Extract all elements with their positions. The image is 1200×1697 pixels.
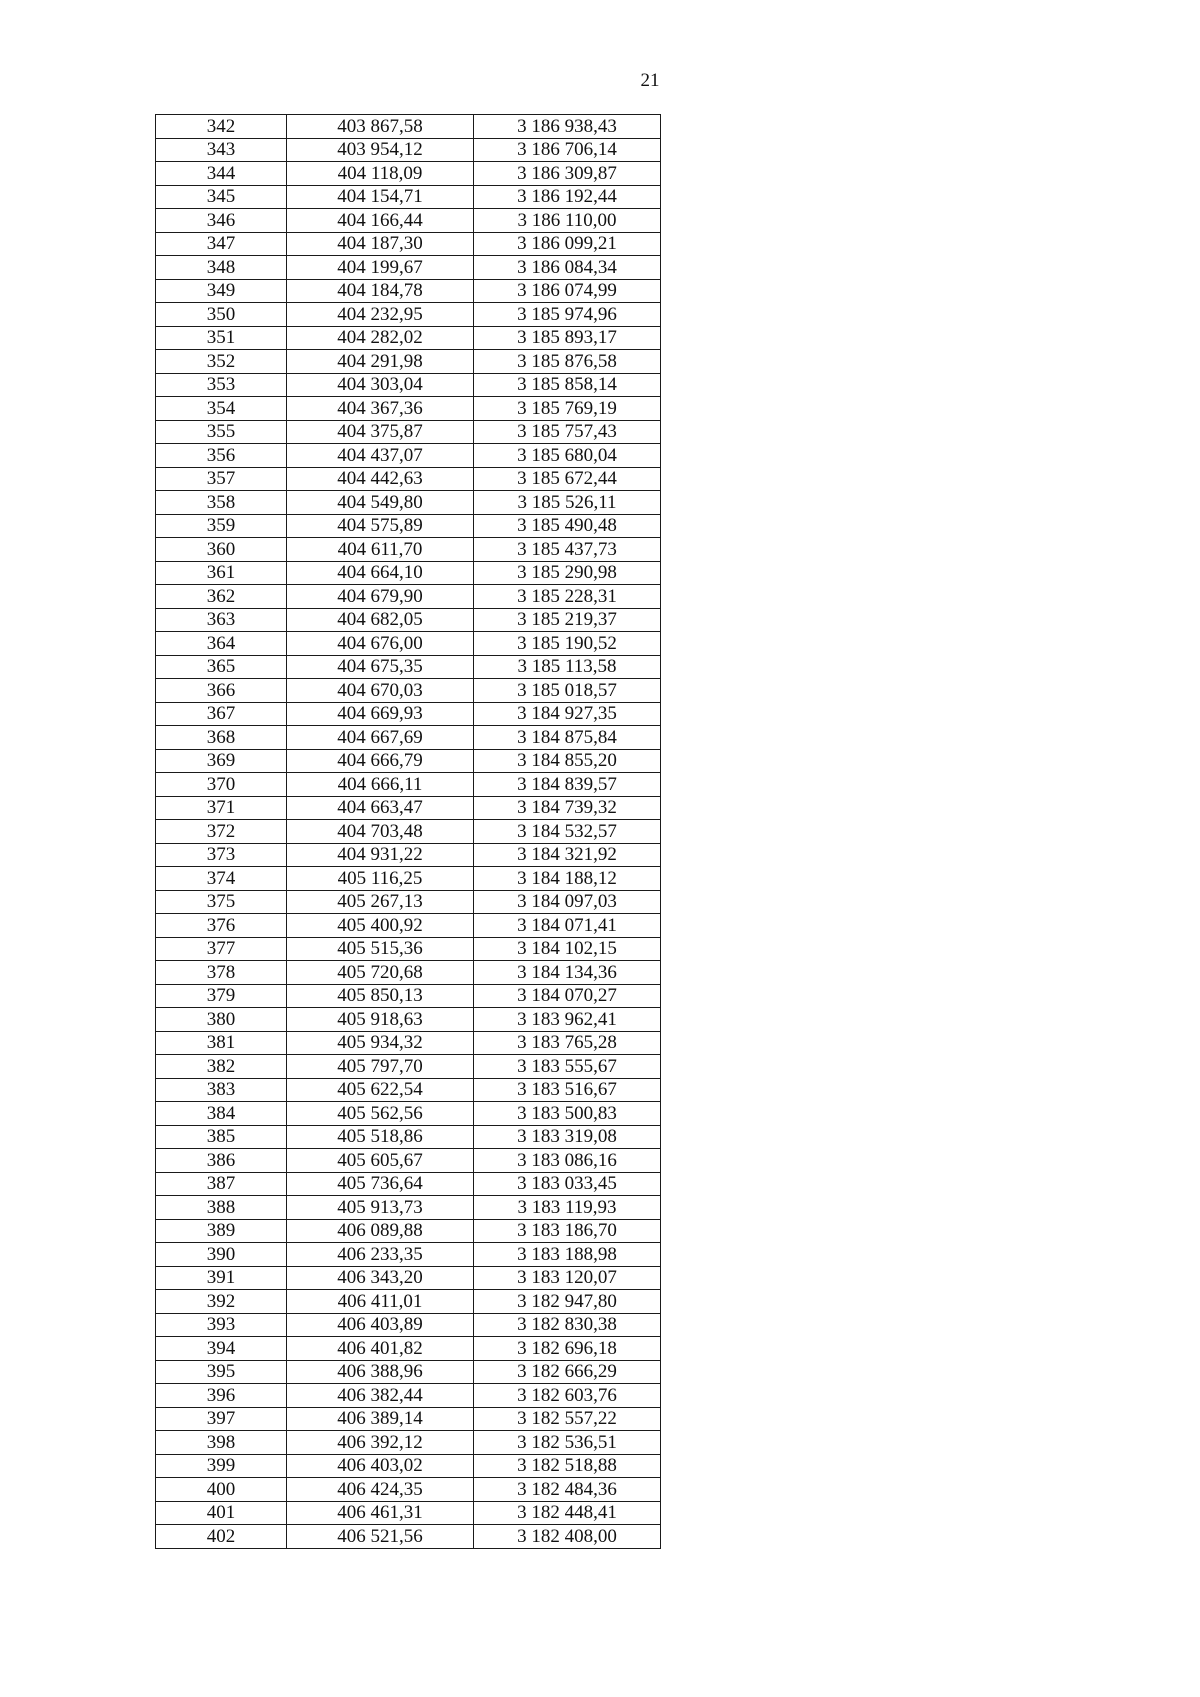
x-coordinate-cell: 404 437,07 [287,444,474,468]
table-row [156,1102,661,1126]
point-number-cell: 399 [156,1454,287,1478]
point-number-cell: 377 [156,937,287,961]
x-coordinate-cell: 406 521,56 [287,1525,474,1549]
y-coordinate-cell: 3 183 516,67 [474,1078,661,1102]
table-row [156,1266,661,1290]
table-row [156,138,661,162]
y-coordinate-cell: 3 184 321,92 [474,843,661,867]
y-coordinate-cell: 3 182 518,88 [474,1454,661,1478]
point-number-cell: 370 [156,773,287,797]
table-row [156,444,661,468]
x-coordinate-cell: 406 411,01 [287,1290,474,1314]
x-coordinate-cell: 405 850,13 [287,984,474,1008]
table-row [156,914,661,938]
point-number-cell: 397 [156,1407,287,1431]
table-row [156,1360,661,1384]
x-coordinate-cell: 404 666,11 [287,773,474,797]
y-coordinate-cell: 3 185 769,19 [474,397,661,421]
point-number-cell: 346 [156,209,287,233]
y-coordinate-cell: 3 184 070,27 [474,984,661,1008]
point-number-cell: 359 [156,514,287,538]
table-row [156,937,661,961]
table-row [156,1196,661,1220]
y-coordinate-cell: 3 185 876,58 [474,350,661,374]
point-number-cell: 385 [156,1125,287,1149]
y-coordinate-cell: 3 182 484,36 [474,1478,661,1502]
point-number-cell: 364 [156,632,287,656]
table-row [156,1078,661,1102]
point-number-cell: 352 [156,350,287,374]
table-row [156,1008,661,1032]
table-row [156,608,661,632]
table-row [156,1384,661,1408]
point-number-cell: 358 [156,491,287,515]
point-number-cell: 382 [156,1055,287,1079]
point-number-cell: 383 [156,1078,287,1102]
point-number-cell: 345 [156,185,287,209]
table-row [156,890,661,914]
table-row [156,1031,661,1055]
point-number-cell: 366 [156,679,287,703]
table-row [156,185,661,209]
y-coordinate-cell: 3 182 666,29 [474,1360,661,1384]
x-coordinate-cell: 405 913,73 [287,1196,474,1220]
point-number-cell: 392 [156,1290,287,1314]
x-coordinate-cell: 404 703,48 [287,820,474,844]
table-row [156,984,661,1008]
table-row [156,1172,661,1196]
table-row [156,326,661,350]
x-coordinate-cell: 405 515,36 [287,937,474,961]
x-coordinate-cell: 406 461,31 [287,1501,474,1525]
x-coordinate-cell: 405 562,56 [287,1102,474,1126]
y-coordinate-cell: 3 185 290,98 [474,561,661,585]
point-number-cell: 386 [156,1149,287,1173]
table-row [156,373,661,397]
point-number-cell: 368 [156,726,287,750]
table-row [156,514,661,538]
point-number-cell: 357 [156,467,287,491]
point-number-cell: 354 [156,397,287,421]
table-row [156,655,661,679]
table-row [156,1501,661,1525]
x-coordinate-cell: 404 931,22 [287,843,474,867]
x-coordinate-cell: 404 611,70 [287,538,474,562]
y-coordinate-cell: 3 186 074,99 [474,279,661,303]
table-row [156,1454,661,1478]
y-coordinate-cell: 3 185 018,57 [474,679,661,703]
y-coordinate-cell: 3 185 490,48 [474,514,661,538]
x-coordinate-cell: 406 401,82 [287,1337,474,1361]
y-coordinate-cell: 3 184 532,57 [474,820,661,844]
x-coordinate-cell: 406 403,89 [287,1313,474,1337]
table-row [156,1243,661,1267]
y-coordinate-cell: 3 183 962,41 [474,1008,661,1032]
point-number-cell: 401 [156,1501,287,1525]
x-coordinate-cell: 405 918,63 [287,1008,474,1032]
point-number-cell: 363 [156,608,287,632]
y-coordinate-cell: 3 184 855,20 [474,749,661,773]
point-number-cell: 394 [156,1337,287,1361]
x-coordinate-cell: 406 089,88 [287,1219,474,1243]
y-coordinate-cell: 3 185 437,73 [474,538,661,562]
x-coordinate-cell: 404 682,05 [287,608,474,632]
point-number-cell: 380 [156,1008,287,1032]
x-coordinate-cell: 404 184,78 [287,279,474,303]
y-coordinate-cell: 3 186 099,21 [474,232,661,256]
x-coordinate-cell: 404 118,09 [287,162,474,186]
point-number-cell: 372 [156,820,287,844]
point-number-cell: 393 [156,1313,287,1337]
y-coordinate-cell: 3 184 188,12 [474,867,661,891]
y-coordinate-cell: 3 182 536,51 [474,1431,661,1455]
y-coordinate-cell: 3 183 319,08 [474,1125,661,1149]
y-coordinate-cell: 3 184 739,32 [474,796,661,820]
x-coordinate-cell: 404 166,44 [287,209,474,233]
point-number-cell: 376 [156,914,287,938]
point-number-cell: 396 [156,1384,287,1408]
table-row [156,1431,661,1455]
table-row [156,1125,661,1149]
table-row [156,820,661,844]
y-coordinate-cell: 3 183 086,16 [474,1149,661,1173]
y-coordinate-cell: 3 185 190,52 [474,632,661,656]
y-coordinate-cell: 3 185 893,17 [474,326,661,350]
y-coordinate-cell: 3 185 680,04 [474,444,661,468]
x-coordinate-cell: 404 669,93 [287,702,474,726]
y-coordinate-cell: 3 185 219,37 [474,608,661,632]
table-row [156,350,661,374]
table-row [156,1149,661,1173]
y-coordinate-cell: 3 186 706,14 [474,138,661,162]
x-coordinate-cell: 406 388,96 [287,1360,474,1384]
x-coordinate-cell: 406 389,14 [287,1407,474,1431]
y-coordinate-cell: 3 186 938,43 [474,115,661,139]
table-row [156,867,661,891]
table-row [156,843,661,867]
coordinates-table [155,114,661,1549]
table-row [156,467,661,491]
point-number-cell: 342 [156,115,287,139]
table-row [156,538,661,562]
x-coordinate-cell: 404 549,80 [287,491,474,515]
x-coordinate-cell: 404 187,30 [287,232,474,256]
x-coordinate-cell: 405 116,25 [287,867,474,891]
table-row [156,115,661,139]
y-coordinate-cell: 3 184 875,84 [474,726,661,750]
y-coordinate-cell: 3 183 765,28 [474,1031,661,1055]
point-number-cell: 361 [156,561,287,585]
y-coordinate-cell: 3 182 947,80 [474,1290,661,1314]
table-row [156,585,661,609]
y-coordinate-cell: 3 186 110,00 [474,209,661,233]
y-coordinate-cell: 3 184 839,57 [474,773,661,797]
table-row [156,1525,661,1549]
table-row [156,209,661,233]
point-number-cell: 347 [156,232,287,256]
y-coordinate-cell: 3 183 188,98 [474,1243,661,1267]
y-coordinate-cell: 3 185 858,14 [474,373,661,397]
point-number-cell: 367 [156,702,287,726]
table-row [156,162,661,186]
y-coordinate-cell: 3 183 555,67 [474,1055,661,1079]
y-coordinate-cell: 3 183 033,45 [474,1172,661,1196]
x-coordinate-cell: 406 403,02 [287,1454,474,1478]
table-row [156,1407,661,1431]
y-coordinate-cell: 3 184 102,15 [474,937,661,961]
y-coordinate-cell: 3 186 084,34 [474,256,661,280]
table-row [156,1219,661,1243]
point-number-cell: 344 [156,162,287,186]
point-number-cell: 356 [156,444,287,468]
y-coordinate-cell: 3 183 186,70 [474,1219,661,1243]
x-coordinate-cell: 403 954,12 [287,138,474,162]
y-coordinate-cell: 3 184 071,41 [474,914,661,938]
table-row [156,1055,661,1079]
point-number-cell: 402 [156,1525,287,1549]
point-number-cell: 371 [156,796,287,820]
table-row [156,961,661,985]
point-number-cell: 389 [156,1219,287,1243]
x-coordinate-cell: 405 518,86 [287,1125,474,1149]
point-number-cell: 378 [156,961,287,985]
point-number-cell: 384 [156,1102,287,1126]
table-row [156,679,661,703]
x-coordinate-cell: 404 154,71 [287,185,474,209]
table-row [156,632,661,656]
x-coordinate-cell: 405 400,92 [287,914,474,938]
point-number-cell: 365 [156,655,287,679]
table-row [156,303,661,327]
table-row [156,796,661,820]
y-coordinate-cell: 3 184 927,35 [474,702,661,726]
x-coordinate-cell: 405 720,68 [287,961,474,985]
y-coordinate-cell: 3 185 672,44 [474,467,661,491]
x-coordinate-cell: 404 199,67 [287,256,474,280]
x-coordinate-cell: 404 663,47 [287,796,474,820]
y-coordinate-cell: 3 186 192,44 [474,185,661,209]
table-row [156,279,661,303]
table-row [156,726,661,750]
point-number-cell: 373 [156,843,287,867]
table-row [156,491,661,515]
x-coordinate-cell: 404 282,02 [287,326,474,350]
y-coordinate-cell: 3 182 448,41 [474,1501,661,1525]
x-coordinate-cell: 405 736,64 [287,1172,474,1196]
x-coordinate-cell: 404 676,00 [287,632,474,656]
table-row [156,420,661,444]
x-coordinate-cell: 405 622,54 [287,1078,474,1102]
point-number-cell: 362 [156,585,287,609]
x-coordinate-cell: 406 382,44 [287,1384,474,1408]
x-coordinate-cell: 405 797,70 [287,1055,474,1079]
y-coordinate-cell: 3 185 228,31 [474,585,661,609]
y-coordinate-cell: 3 185 974,96 [474,303,661,327]
point-number-cell: 343 [156,138,287,162]
point-number-cell: 381 [156,1031,287,1055]
y-coordinate-cell: 3 182 408,00 [474,1525,661,1549]
table-row [156,1290,661,1314]
point-number-cell: 350 [156,303,287,327]
y-coordinate-cell: 3 182 557,22 [474,1407,661,1431]
point-number-cell: 391 [156,1266,287,1290]
point-number-cell: 398 [156,1431,287,1455]
table-row [156,1478,661,1502]
table-row [156,749,661,773]
x-coordinate-cell: 405 934,32 [287,1031,474,1055]
x-coordinate-cell: 404 442,63 [287,467,474,491]
x-coordinate-cell: 404 666,79 [287,749,474,773]
table-row [156,256,661,280]
y-coordinate-cell: 3 185 526,11 [474,491,661,515]
x-coordinate-cell: 404 664,10 [287,561,474,585]
point-number-cell: 360 [156,538,287,562]
y-coordinate-cell: 3 184 134,36 [474,961,661,985]
y-coordinate-cell: 3 183 500,83 [474,1102,661,1126]
y-coordinate-cell: 3 186 309,87 [474,162,661,186]
y-coordinate-cell: 3 183 120,07 [474,1266,661,1290]
y-coordinate-cell: 3 182 696,18 [474,1337,661,1361]
table-row [156,1337,661,1361]
y-coordinate-cell: 3 184 097,03 [474,890,661,914]
x-coordinate-cell: 406 343,20 [287,1266,474,1290]
x-coordinate-cell: 404 291,98 [287,350,474,374]
x-coordinate-cell: 405 605,67 [287,1149,474,1173]
x-coordinate-cell: 404 232,95 [287,303,474,327]
x-coordinate-cell: 406 392,12 [287,1431,474,1455]
point-number-cell: 349 [156,279,287,303]
point-number-cell: 379 [156,984,287,1008]
point-number-cell: 375 [156,890,287,914]
coordinates-table-body [156,115,661,1549]
x-coordinate-cell: 406 424,35 [287,1478,474,1502]
x-coordinate-cell: 405 267,13 [287,890,474,914]
table-row [156,561,661,585]
point-number-cell: 395 [156,1360,287,1384]
x-coordinate-cell: 404 679,90 [287,585,474,609]
x-coordinate-cell: 404 667,69 [287,726,474,750]
y-coordinate-cell: 3 185 757,43 [474,420,661,444]
x-coordinate-cell: 404 675,35 [287,655,474,679]
point-number-cell: 390 [156,1243,287,1267]
point-number-cell: 353 [156,373,287,397]
y-coordinate-cell: 3 182 830,38 [474,1313,661,1337]
table-row [156,1313,661,1337]
table-row [156,232,661,256]
point-number-cell: 348 [156,256,287,280]
point-number-cell: 369 [156,749,287,773]
point-number-cell: 400 [156,1478,287,1502]
point-number-cell: 351 [156,326,287,350]
y-coordinate-cell: 3 183 119,93 [474,1196,661,1220]
x-coordinate-cell: 406 233,35 [287,1243,474,1267]
x-coordinate-cell: 404 575,89 [287,514,474,538]
y-coordinate-cell: 3 185 113,58 [474,655,661,679]
x-coordinate-cell: 404 670,03 [287,679,474,703]
x-coordinate-cell: 404 367,36 [287,397,474,421]
point-number-cell: 388 [156,1196,287,1220]
point-number-cell: 355 [156,420,287,444]
table-row [156,773,661,797]
table-row [156,702,661,726]
page-number: 21 [640,70,660,91]
x-coordinate-cell: 403 867,58 [287,115,474,139]
point-number-cell: 374 [156,867,287,891]
point-number-cell: 387 [156,1172,287,1196]
x-coordinate-cell: 404 375,87 [287,420,474,444]
y-coordinate-cell: 3 182 603,76 [474,1384,661,1408]
table-row [156,397,661,421]
x-coordinate-cell: 404 303,04 [287,373,474,397]
